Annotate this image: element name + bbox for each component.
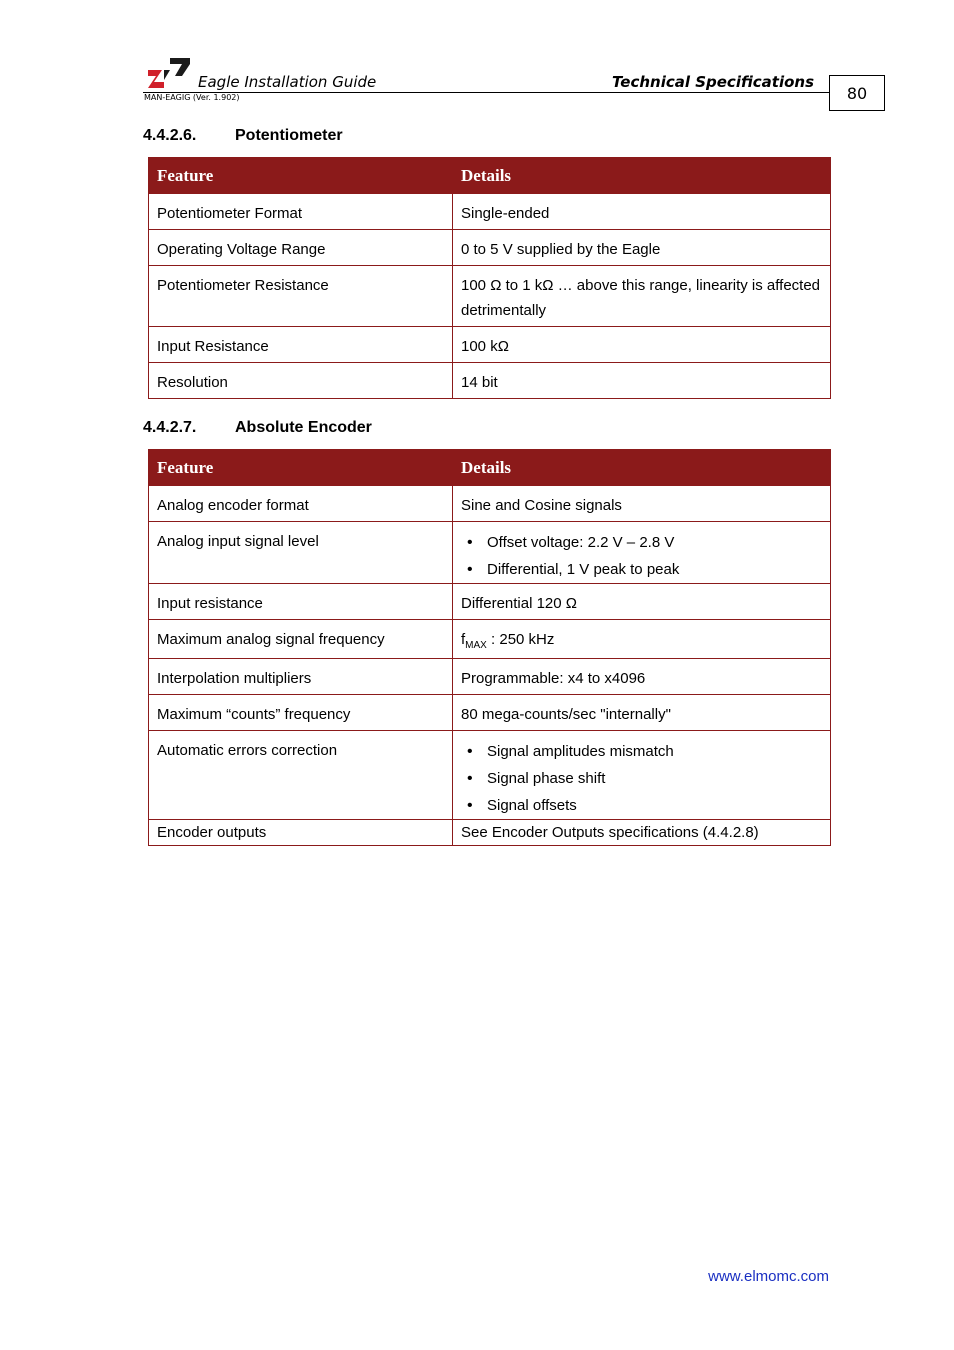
section-title: Potentiometer [235,127,343,144]
table-row [149,266,831,327]
elmo-logo-icon [148,58,190,88]
table-header-row [149,158,831,194]
column-header-feature: Feature [149,158,453,194]
table-row [149,230,831,266]
details-cell: 80 mega-counts/sec "internally" [453,695,831,731]
table-row [149,584,831,620]
feature-cell: Automatic errors correction [149,731,453,820]
feature-cell: Input resistance [149,584,453,620]
absolute-encoder-table [148,449,831,846]
section-heading-absolute-encoder [143,419,372,437]
header-divider [143,92,829,93]
list-item: • Signal phase shift [487,765,822,792]
list-item: • Signal amplitudes mismatch [487,738,822,765]
feature-cell: Potentiometer Format [149,194,453,230]
table-row [149,695,831,731]
table-row [149,659,831,695]
bullet-list [461,529,822,583]
potentiometer-table [148,157,831,399]
table-header-row [149,450,831,486]
frequency-symbol: f [461,631,466,648]
frequency-subscript: MAX [465,640,487,651]
feature-cell: Maximum analog signal frequency [149,620,453,659]
details-cell: 100 kΩ [453,327,831,363]
feature-cell: Analog input signal level [149,522,453,584]
table-row [149,820,831,846]
website-link[interactable]: www.elmomc.com [708,1268,829,1285]
section-number: 4.4.2.6. [143,127,197,144]
feature-cell: Input Resistance [149,327,453,363]
document-code: MAN-EAGIG (Ver. 1.902) [144,93,240,102]
feature-cell: Analog encoder format [149,486,453,522]
feature-cell: Resolution [149,363,453,399]
section-number: 4.4.2.7. [143,419,197,436]
details-cell: Programmable: x4 to x4096 [453,659,831,695]
feature-cell: Maximum “counts” frequency [149,695,453,731]
table-row [149,522,831,584]
details-cell: 0 to 5 V supplied by the Eagle [453,230,831,266]
table-row [149,620,831,659]
details-cell [453,731,831,820]
feature-cell: Encoder outputs [149,820,453,846]
table-row [149,731,831,820]
details-cell [453,522,831,584]
table-row [149,486,831,522]
table-row [149,363,831,399]
feature-cell: Interpolation multipliers [149,659,453,695]
column-header-feature: Feature [149,450,453,486]
list-item: • Signal offsets [487,792,822,819]
bullet-list [461,738,822,819]
details-cell: Differential 120 Ω [453,584,831,620]
section-header-title: Technical Specifications [611,73,814,91]
list-item: • Offset voltage: 2.2 V – 2.8 V [487,529,822,556]
details-cell [453,620,831,659]
section-title: Absolute Encoder [235,419,372,436]
frequency-value: : 250 kHz [486,631,555,648]
document-title: Eagle Installation Guide [198,73,377,91]
details-cell: 14 bit [453,363,831,399]
details-cell: Sine and Cosine signals [453,486,831,522]
details-cell: 100 Ω to 1 kΩ … above this range, linearity is affected detrimentally [453,266,831,327]
column-header-details: Details [453,450,831,486]
details-cell: See Encoder Outputs specifications (4.4.2.8) [453,820,831,846]
table-row [149,194,831,230]
list-item: • Differential, 1 V peak to peak [487,556,822,583]
section-heading-potentiometer [143,127,343,145]
page-number: 80 [829,75,885,111]
details-cell: Single-ended [453,194,831,230]
feature-cell: Operating Voltage Range [149,230,453,266]
column-header-details: Details [453,158,831,194]
feature-cell: Potentiometer Resistance [149,266,453,327]
table-row [149,327,831,363]
